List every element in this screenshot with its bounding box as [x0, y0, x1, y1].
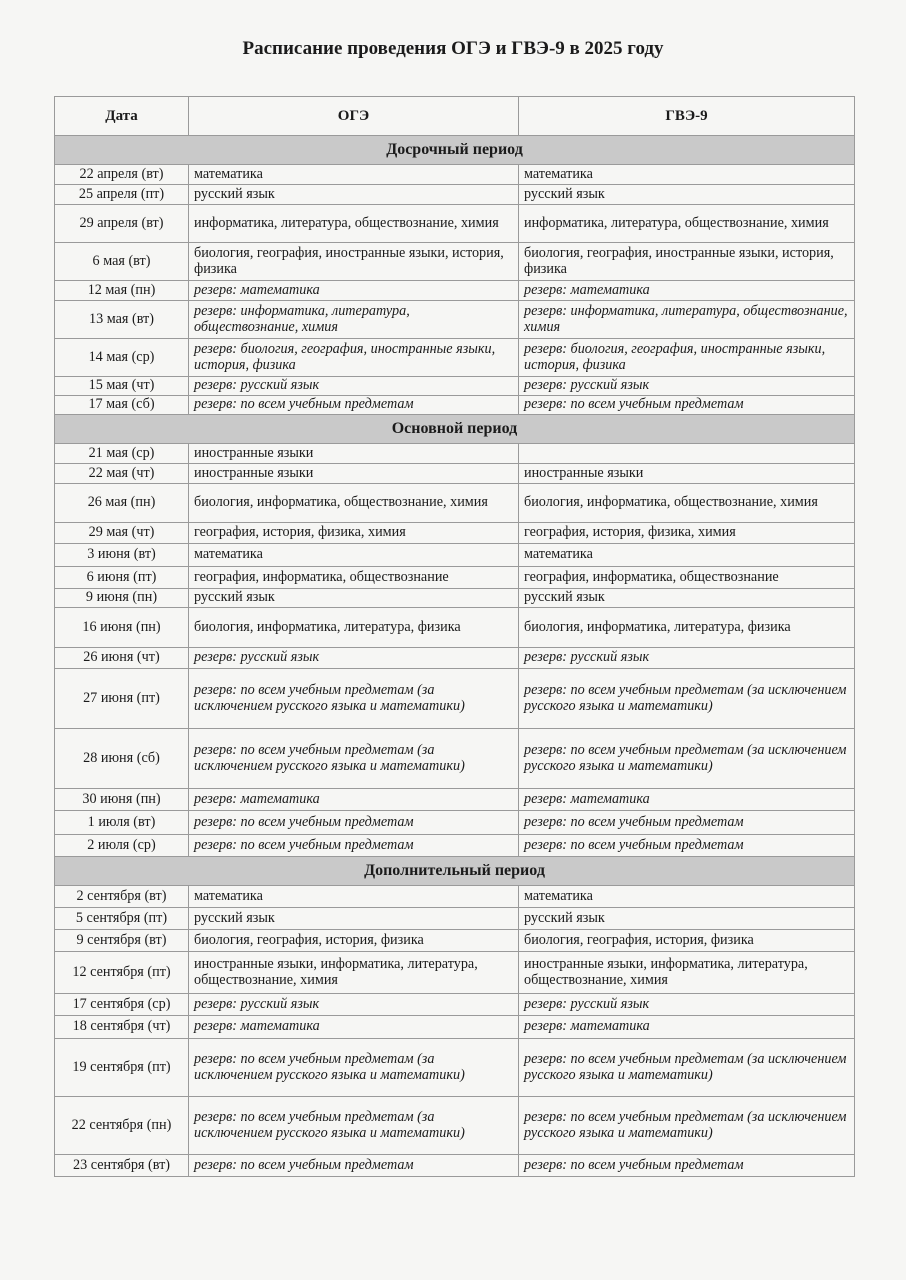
table-row	[55, 301, 855, 339]
period-title: Досрочный период	[55, 136, 855, 165]
gve-cell: резерв: по всем учебным предметам	[519, 396, 855, 415]
gve-cell: география, информатика, обществознание	[519, 567, 855, 589]
header-date: Дата	[55, 97, 189, 136]
gve-cell: русский язык	[519, 908, 855, 930]
oge-cell: информатика, литература, обществознание, химия	[189, 205, 519, 243]
table-row	[55, 729, 855, 789]
oge-cell: резерв: биология, география, иностранные языки, история, физика	[189, 339, 519, 377]
gve-cell: резерв: по всем учебным предметам (за исключением русского языка и математики)	[519, 669, 855, 729]
date-cell: 15 мая (чт)	[55, 377, 189, 396]
date-cell: 22 апреля (вт)	[55, 165, 189, 185]
oge-cell: резерв: по всем учебным предметам	[189, 396, 519, 415]
table-row	[55, 1016, 855, 1039]
date-cell: 12 сентября (пт)	[55, 952, 189, 994]
oge-cell: резерв: математика	[189, 789, 519, 811]
oge-cell: резерв: по всем учебным предметам (за исключением русского языка и математики)	[189, 669, 519, 729]
period-header-row	[55, 415, 855, 444]
oge-cell: русский язык	[189, 908, 519, 930]
oge-cell: русский язык	[189, 185, 519, 205]
gve-cell: резерв: по всем учебным предметам	[519, 835, 855, 857]
table-row	[55, 281, 855, 301]
oge-cell: резерв: по всем учебным предметам (за исключением русского языка и математики)	[189, 1097, 519, 1155]
header-gve: ГВЭ-9	[519, 97, 855, 136]
gve-cell: резерв: русский язык	[519, 994, 855, 1016]
gve-cell: математика	[519, 544, 855, 567]
table-row	[55, 994, 855, 1016]
table-row	[55, 464, 855, 484]
table-row	[55, 589, 855, 608]
gve-cell: резерв: по всем учебным предметам (за исключением русского языка и математики)	[519, 729, 855, 789]
date-cell: 2 сентября (вт)	[55, 886, 189, 908]
header-oge: ОГЭ	[189, 97, 519, 136]
gve-cell: резерв: по всем учебным предметам (за исключением русского языка и математики)	[519, 1039, 855, 1097]
table-row	[55, 339, 855, 377]
oge-cell: резерв: по всем учебным предметам	[189, 811, 519, 835]
gve-cell: резерв: биология, география, иностранные языки, история, физика	[519, 339, 855, 377]
date-cell: 5 сентября (пт)	[55, 908, 189, 930]
table-row	[55, 185, 855, 205]
table-row	[55, 930, 855, 952]
gve-cell: иностранные языки	[519, 464, 855, 484]
oge-cell: резерв: русский язык	[189, 994, 519, 1016]
date-cell: 22 мая (чт)	[55, 464, 189, 484]
oge-cell: резерв: по всем учебным предметам (за исключением русского языка и математики)	[189, 729, 519, 789]
gve-cell: биология, информатика, литература, физика	[519, 608, 855, 648]
date-cell: 19 сентября (пт)	[55, 1039, 189, 1097]
date-cell: 9 сентября (вт)	[55, 930, 189, 952]
oge-cell: география, история, физика, химия	[189, 523, 519, 544]
gve-cell: география, история, физика, химия	[519, 523, 855, 544]
date-cell: 18 сентября (чт)	[55, 1016, 189, 1039]
date-cell: 21 мая (ср)	[55, 444, 189, 464]
gve-cell: резерв: русский язык	[519, 377, 855, 396]
date-cell: 23 сентября (вт)	[55, 1155, 189, 1177]
date-cell: 27 июня (пт)	[55, 669, 189, 729]
gve-cell: резерв: по всем учебным предметам (за исключением русского языка и математики)	[519, 1097, 855, 1155]
date-cell: 6 мая (вт)	[55, 243, 189, 281]
date-cell: 17 сентября (ср)	[55, 994, 189, 1016]
oge-cell: русский язык	[189, 589, 519, 608]
gve-cell: иностранные языки, информатика, литература, обществознание, химия	[519, 952, 855, 994]
gve-cell: информатика, литература, обществознание, химия	[519, 205, 855, 243]
period-title: Основной период	[55, 415, 855, 444]
date-cell: 13 мая (вт)	[55, 301, 189, 339]
oge-cell: математика	[189, 544, 519, 567]
gve-cell: резерв: информатика, литература, обществознание, химия	[519, 301, 855, 339]
oge-cell: резерв: по всем учебным предметам	[189, 835, 519, 857]
table-row	[55, 908, 855, 930]
table-row	[55, 243, 855, 281]
oge-cell: биология, география, история, физика	[189, 930, 519, 952]
table-row	[55, 165, 855, 185]
date-cell: 26 июня (чт)	[55, 648, 189, 669]
oge-cell: математика	[189, 165, 519, 185]
period-header-row	[55, 136, 855, 165]
date-cell: 3 июня (вт)	[55, 544, 189, 567]
table-row	[55, 205, 855, 243]
table-row	[55, 789, 855, 811]
oge-cell: резерв: русский язык	[189, 648, 519, 669]
gve-cell: резерв: математика	[519, 789, 855, 811]
gve-cell: биология, информатика, обществознание, химия	[519, 484, 855, 523]
oge-cell: биология, информатика, литература, физика	[189, 608, 519, 648]
oge-cell: биология, география, иностранные языки, история, физика	[189, 243, 519, 281]
table-row	[55, 952, 855, 994]
date-cell: 29 апреля (вт)	[55, 205, 189, 243]
table-row	[55, 608, 855, 648]
table-row	[55, 1039, 855, 1097]
oge-cell: иностранные языки	[189, 464, 519, 484]
date-cell: 30 июня (пн)	[55, 789, 189, 811]
gve-cell: математика	[519, 886, 855, 908]
gve-cell: резерв: по всем учебным предметам	[519, 1155, 855, 1177]
table-row	[55, 886, 855, 908]
oge-cell: математика	[189, 886, 519, 908]
date-cell: 12 мая (пн)	[55, 281, 189, 301]
gve-cell: математика	[519, 165, 855, 185]
table-row	[55, 396, 855, 415]
table-row	[55, 484, 855, 523]
date-cell: 2 июля (ср)	[55, 835, 189, 857]
date-cell: 28 июня (сб)	[55, 729, 189, 789]
oge-cell: резерв: математика	[189, 1016, 519, 1039]
gve-cell	[519, 444, 855, 464]
table-row	[55, 811, 855, 835]
period-title: Дополнительный период	[55, 857, 855, 886]
table-header-row	[55, 97, 855, 136]
schedule-table-body	[55, 97, 855, 1177]
oge-cell: иностранные языки	[189, 444, 519, 464]
period-header-row	[55, 857, 855, 886]
oge-cell: биология, информатика, обществознание, химия	[189, 484, 519, 523]
date-cell: 22 сентября (пн)	[55, 1097, 189, 1155]
table-row	[55, 523, 855, 544]
oge-cell: резерв: математика	[189, 281, 519, 301]
table-row	[55, 835, 855, 857]
table-row	[55, 648, 855, 669]
oge-cell: география, информатика, обществознание	[189, 567, 519, 589]
gve-cell: резерв: русский язык	[519, 648, 855, 669]
gve-cell: резерв: по всем учебным предметам	[519, 811, 855, 835]
date-cell: 29 мая (чт)	[55, 523, 189, 544]
oge-cell: резерв: по всем учебным предметам	[189, 1155, 519, 1177]
oge-cell: резерв: русский язык	[189, 377, 519, 396]
oge-cell: иностранные языки, информатика, литература, обществознание, химия	[189, 952, 519, 994]
table-row	[55, 1097, 855, 1155]
table-row	[55, 1155, 855, 1177]
date-cell: 1 июля (вт)	[55, 811, 189, 835]
table-row	[55, 567, 855, 589]
oge-cell: резерв: по всем учебным предметам (за исключением русского языка и математики)	[189, 1039, 519, 1097]
gve-cell: резерв: математика	[519, 281, 855, 301]
table-row	[55, 544, 855, 567]
date-cell: 25 апреля (пт)	[55, 185, 189, 205]
gve-cell: резерв: математика	[519, 1016, 855, 1039]
table-row	[55, 444, 855, 464]
gve-cell: биология, география, иностранные языки, история, физика	[519, 243, 855, 281]
gve-cell: русский язык	[519, 589, 855, 608]
table-row	[55, 669, 855, 729]
date-cell: 14 мая (ср)	[55, 339, 189, 377]
gve-cell: биология, география, история, физика	[519, 930, 855, 952]
date-cell: 6 июня (пт)	[55, 567, 189, 589]
date-cell: 9 июня (пн)	[55, 589, 189, 608]
date-cell: 26 мая (пн)	[55, 484, 189, 523]
schedule-table	[54, 96, 855, 1177]
date-cell: 17 мая (сб)	[55, 396, 189, 415]
gve-cell: русский язык	[519, 185, 855, 205]
table-row	[55, 377, 855, 396]
date-cell: 16 июня (пн)	[55, 608, 189, 648]
page-title: Расписание проведения ОГЭ и ГВЭ-9 в 2025 году	[242, 38, 664, 59]
oge-cell: резерв: информатика, литература, обществознание, химия	[189, 301, 519, 339]
